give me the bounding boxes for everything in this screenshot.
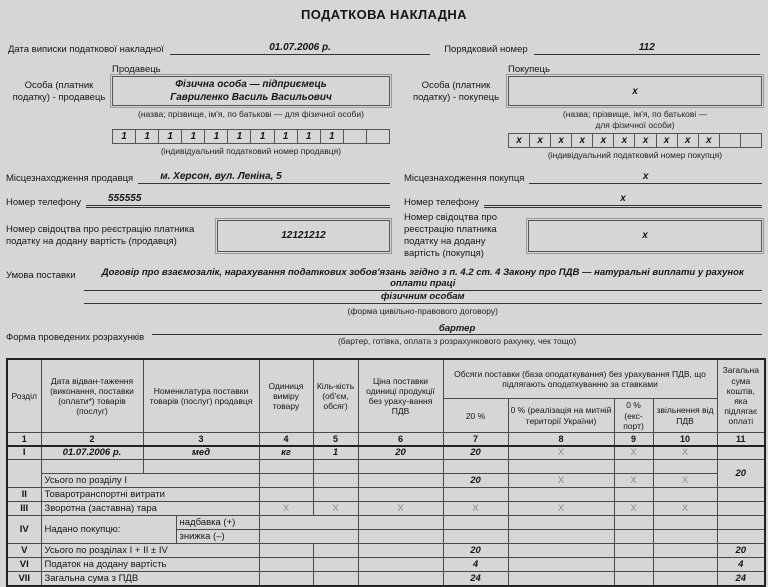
invoice-table [6, 358, 766, 587]
seller-name-line2: Гавриленко Василь Васильович [170, 92, 332, 103]
tin-cell[interactable]: 1 [204, 129, 228, 144]
col-header-nomenclature: Номенклатура поставки товарів (послуг) продавця [143, 359, 259, 433]
col-header-0pct-domestic: 0 % (реалізація на митній території України) [508, 399, 614, 433]
tin-cell[interactable]: х [571, 133, 593, 148]
cell-price: 20 [358, 446, 443, 460]
table-row-section-7: VII Загальна сума з ПДВ 24 24 [7, 572, 765, 586]
terms-field-line1[interactable]: Договір про взаємозалік, нарахування податкових зобов'язань згідно з п. 4.2 ст. 4 Закону про ПДВ — натуральні виплати у рахунок оплати праці [84, 267, 762, 291]
col-header-qty: Кіль-кість (об'єм, обсяг) [313, 359, 358, 433]
seller-phone-label: Номер телефону [6, 196, 82, 208]
cell-nomenclature: мед [143, 446, 259, 460]
seller-cert-label: Номер свідоцтва про реєстрацію платника податку на додану вартість (продавця) [6, 223, 195, 247]
page-title: ПОДАТКОВА НАКЛАДНА [301, 7, 467, 22]
table-row-blank [7, 460, 765, 474]
number-field[interactable]: 112 [534, 42, 760, 55]
seller-block [6, 64, 390, 161]
location-row [6, 171, 762, 184]
cell-qty: 1 [313, 446, 358, 460]
date-field[interactable]: 01.07.2006 р. [170, 42, 430, 55]
terms-label: Умова поставки [6, 270, 76, 282]
buyer-box-label: Покупець [508, 64, 550, 75]
cell-total-section1-sum: 20 [717, 460, 765, 488]
col-header-unit: Одиниця виміру товару [259, 359, 313, 433]
seller-side-label: Особа (платник податку) - продавець [12, 80, 106, 104]
col-header-total: Загальна сума коштів, яка підлягає оплаті [717, 359, 765, 433]
seller-location-label: Місцезнаходження продавця [6, 172, 134, 184]
buyer-phone-field[interactable]: х [484, 193, 762, 208]
seller-box-label: Продавець [112, 64, 161, 75]
tin-cell[interactable]: 1 [135, 129, 159, 144]
col-header-date: Дата відван-таження (виконання, поставки (оплати*) товарів (послуг) [41, 359, 143, 433]
cell-discount: знижка (–) [176, 530, 259, 544]
number-label: Порядковий номер [444, 44, 528, 55]
buyer-side-label: Особа (платник податку) - покупець [412, 80, 500, 104]
tin-cell[interactable]: 1 [181, 129, 205, 144]
terms-field-line2[interactable]: фізичним особам [84, 291, 762, 304]
col-header-20pct: 20 % [443, 399, 508, 433]
buyer-tin-row [508, 133, 762, 148]
seller-tin-row [112, 129, 390, 144]
tin-cell[interactable] [343, 129, 367, 144]
buyer-location-field[interactable]: х [529, 171, 762, 184]
delivery-terms-row [6, 267, 762, 317]
tin-cell[interactable]: х [634, 133, 656, 148]
payment-form-row [6, 323, 762, 347]
table-row-total-section-1: Усього по розділу I 20 X X X [7, 474, 765, 488]
table-row-section-3: III Зворотна (заставна) тара X X X X X X X [7, 502, 765, 516]
col-header-vat-exempt: звільнення від ПДВ [653, 399, 717, 433]
buyer-location-label: Місцезнаходження покупця [404, 172, 525, 184]
tin-cell[interactable] [740, 133, 762, 148]
tin-cell[interactable]: х [677, 133, 699, 148]
tin-cell[interactable]: х [508, 133, 530, 148]
table-row-section-6: VI Податок на додану вартість 4 4 [7, 558, 765, 572]
tin-cell[interactable]: х [550, 133, 572, 148]
table-row-section-4a: IV Надано покупцю: надбавка (+) [7, 516, 765, 530]
buyer-name-caption: (назва; прізвище, ім'я, по батькові — для фізичної особи) [562, 109, 708, 130]
column-number-row: 1 2 3 4 5 6 7 8 9 10 11 [7, 433, 765, 446]
payment-caption: (бартер, готівка, оплата з розрахункового рахунку, чек тощо) [337, 336, 577, 346]
cert-row [6, 212, 762, 260]
col-header-volumes-group: Обсяги поставки (база оподаткування) без урахування ПДВ, що підлягають оподаткуванню за ставками [443, 359, 717, 399]
tin-cell[interactable]: 1 [250, 129, 274, 144]
tin-cell[interactable]: х [592, 133, 614, 148]
buyer-block [404, 64, 762, 161]
buyer-name-value: х [632, 85, 638, 97]
payment-label: Форма проведених розрахунків [6, 332, 145, 343]
date-number-row [8, 42, 760, 55]
table-row-section-5: V Усього по розділах I + II ± IV 20 20 [7, 544, 765, 558]
terms-caption: (форма цивільно-правового договору) [347, 306, 498, 317]
tin-cell[interactable] [366, 129, 390, 144]
col-header-price: Ціна поставки одиниці продукції без ураху-вання ПДВ [358, 359, 443, 433]
tin-cell[interactable]: 1 [158, 129, 182, 144]
buyer-cert-box[interactable]: х [528, 220, 762, 252]
seller-phone-field[interactable]: 555555 [86, 193, 390, 208]
tin-cell[interactable]: 1 [112, 129, 136, 144]
tin-cell[interactable]: 1 [297, 129, 321, 144]
tin-cell[interactable]: х [529, 133, 551, 148]
buyer-tin-caption: (індивідуальний податковий номер покупця) [547, 150, 723, 161]
seller-tin-caption: (індивідуальний податковий номер продавця) [160, 145, 342, 156]
tin-cell[interactable]: 1 [274, 129, 298, 144]
cell-date: 01.07.2006 р. [41, 446, 143, 460]
cell-unit: кг [259, 446, 313, 460]
seller-name-line1: Фізична особа — підприємець [175, 79, 327, 90]
cell-markup: надбавка (+) [176, 516, 259, 530]
seller-name-caption: (назва; прізвище, ім'я, по батькові — для фізичної особи) [138, 109, 364, 119]
tin-cell[interactable]: 1 [227, 129, 251, 144]
col-header-section: Розділ [7, 359, 41, 433]
payment-field[interactable]: бартер [152, 323, 762, 335]
table-row-section-1: I 01.07.2006 р. мед кг 1 20 20 X X X [7, 446, 765, 460]
seller-name-box[interactable] [112, 76, 390, 106]
table-row-section-2: II Товаротранспортні витрати [7, 488, 765, 502]
phone-row [6, 193, 762, 208]
seller-cert-box[interactable]: 12121212 [217, 220, 390, 252]
tin-cell[interactable] [719, 133, 741, 148]
col-header-0pct-export: 0 % (екс-порт) [614, 399, 653, 433]
seller-location-field[interactable]: м. Херсон, вул. Леніна, 5 [138, 171, 390, 184]
buyer-phone-label: Номер телефону [404, 196, 480, 208]
buyer-name-box[interactable] [508, 76, 762, 106]
date-label: Дата виписки податкової накладної [8, 44, 164, 55]
buyer-cert-label: Номер свідоцтва про реєстрацію платника податку на додану вартість (покупця) [404, 211, 497, 259]
tin-cell[interactable]: 1 [320, 129, 344, 144]
tin-cell[interactable]: х [613, 133, 635, 148]
tin-cell[interactable]: х [698, 133, 720, 148]
parties-section [6, 64, 762, 161]
tin-cell[interactable]: х [656, 133, 678, 148]
